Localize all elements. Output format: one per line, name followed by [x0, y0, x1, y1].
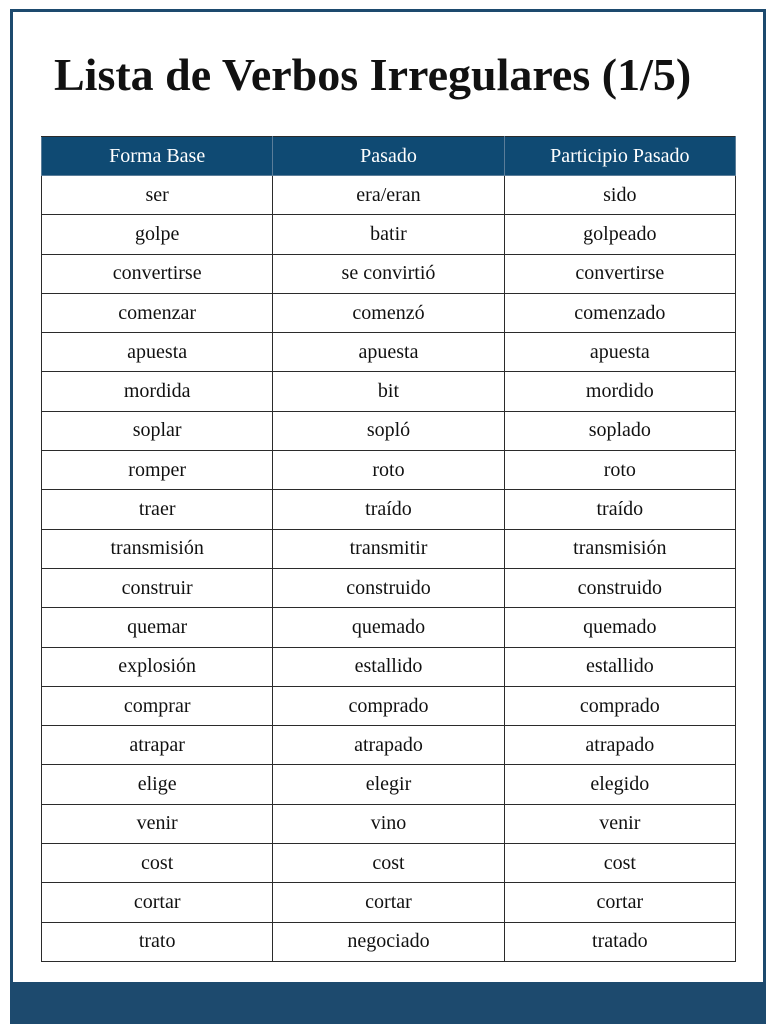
cell-base-form: cost [42, 844, 273, 883]
table-row [42, 726, 736, 765]
cell-past: negociado [273, 922, 504, 961]
table-row [42, 844, 736, 883]
table-row [42, 922, 736, 961]
table-row [42, 765, 736, 804]
cell-past: sopló [273, 411, 504, 450]
table-header-row [42, 137, 736, 176]
cell-past-participle: elegido [504, 765, 735, 804]
cell-base-form: construir [42, 568, 273, 607]
cell-base-form: golpe [42, 215, 273, 254]
cell-past-participle: apuesta [504, 333, 735, 372]
column-header-base-form: Forma Base [42, 137, 273, 176]
cell-base-form: atrapar [42, 726, 273, 765]
cell-past-participle: soplado [504, 411, 735, 450]
cell-past: elegir [273, 765, 504, 804]
cell-past: se convirtió [273, 254, 504, 293]
table-row [42, 686, 736, 725]
cell-past: era/eran [273, 176, 504, 215]
cell-base-form: trato [42, 922, 273, 961]
cell-base-form: ser [42, 176, 273, 215]
cell-past: vino [273, 804, 504, 843]
table-row [42, 372, 736, 411]
cell-past-participle: traído [504, 490, 735, 529]
cell-past-participle: atrapado [504, 726, 735, 765]
cell-past: batir [273, 215, 504, 254]
table-row [42, 333, 736, 372]
cell-past: cortar [273, 883, 504, 922]
cell-past: atrapado [273, 726, 504, 765]
cell-past-participle: venir [504, 804, 735, 843]
cell-past-participle: comenzado [504, 293, 735, 332]
table-row [42, 883, 736, 922]
cell-past-participle: construido [504, 568, 735, 607]
table-row [42, 176, 736, 215]
cell-past-participle: golpeado [504, 215, 735, 254]
cell-past-participle: mordido [504, 372, 735, 411]
cell-past-participle: tratado [504, 922, 735, 961]
cell-past-participle: quemado [504, 608, 735, 647]
cell-past-participle: sido [504, 176, 735, 215]
table-body [42, 176, 736, 962]
cell-past: transmitir [273, 529, 504, 568]
table-row [42, 647, 736, 686]
cell-base-form: explosión [42, 647, 273, 686]
cell-past-participle: cost [504, 844, 735, 883]
cell-base-form: quemar [42, 608, 273, 647]
table-row [42, 411, 736, 450]
cell-past: quemado [273, 608, 504, 647]
cell-past-participle: estallido [504, 647, 735, 686]
cell-past: comprado [273, 686, 504, 725]
table-row [42, 293, 736, 332]
cell-past: bit [273, 372, 504, 411]
cell-base-form: traer [42, 490, 273, 529]
cell-base-form: mordida [42, 372, 273, 411]
cell-base-form: comprar [42, 686, 273, 725]
table-row [42, 804, 736, 843]
cell-past: estallido [273, 647, 504, 686]
cell-base-form: apuesta [42, 333, 273, 372]
footer-bar [10, 982, 766, 1024]
cell-base-form: comenzar [42, 293, 273, 332]
table-row [42, 490, 736, 529]
cell-base-form: convertirse [42, 254, 273, 293]
cell-past: roto [273, 451, 504, 490]
table-row [42, 529, 736, 568]
column-header-past-participle: Participio Pasado [504, 137, 735, 176]
irregular-verbs-table [41, 136, 736, 962]
cell-past: traído [273, 490, 504, 529]
table-row [42, 451, 736, 490]
cell-past: construido [273, 568, 504, 607]
cell-past-participle: transmisión [504, 529, 735, 568]
cell-past-participle: comprado [504, 686, 735, 725]
cell-past-participle: roto [504, 451, 735, 490]
cell-past-participle: cortar [504, 883, 735, 922]
cell-base-form: soplar [42, 411, 273, 450]
page-title: Lista de Verbos Irregulares (1/5) [54, 49, 692, 100]
cell-base-form: elige [42, 765, 273, 804]
table-row [42, 254, 736, 293]
cell-base-form: cortar [42, 883, 273, 922]
table-row [42, 568, 736, 607]
cell-past-participle: convertirse [504, 254, 735, 293]
cell-past: cost [273, 844, 504, 883]
table-row [42, 215, 736, 254]
cell-past: apuesta [273, 333, 504, 372]
column-header-past: Pasado [273, 137, 504, 176]
table-row [42, 608, 736, 647]
cell-base-form: venir [42, 804, 273, 843]
cell-base-form: transmisión [42, 529, 273, 568]
cell-past: comenzó [273, 293, 504, 332]
cell-base-form: romper [42, 451, 273, 490]
